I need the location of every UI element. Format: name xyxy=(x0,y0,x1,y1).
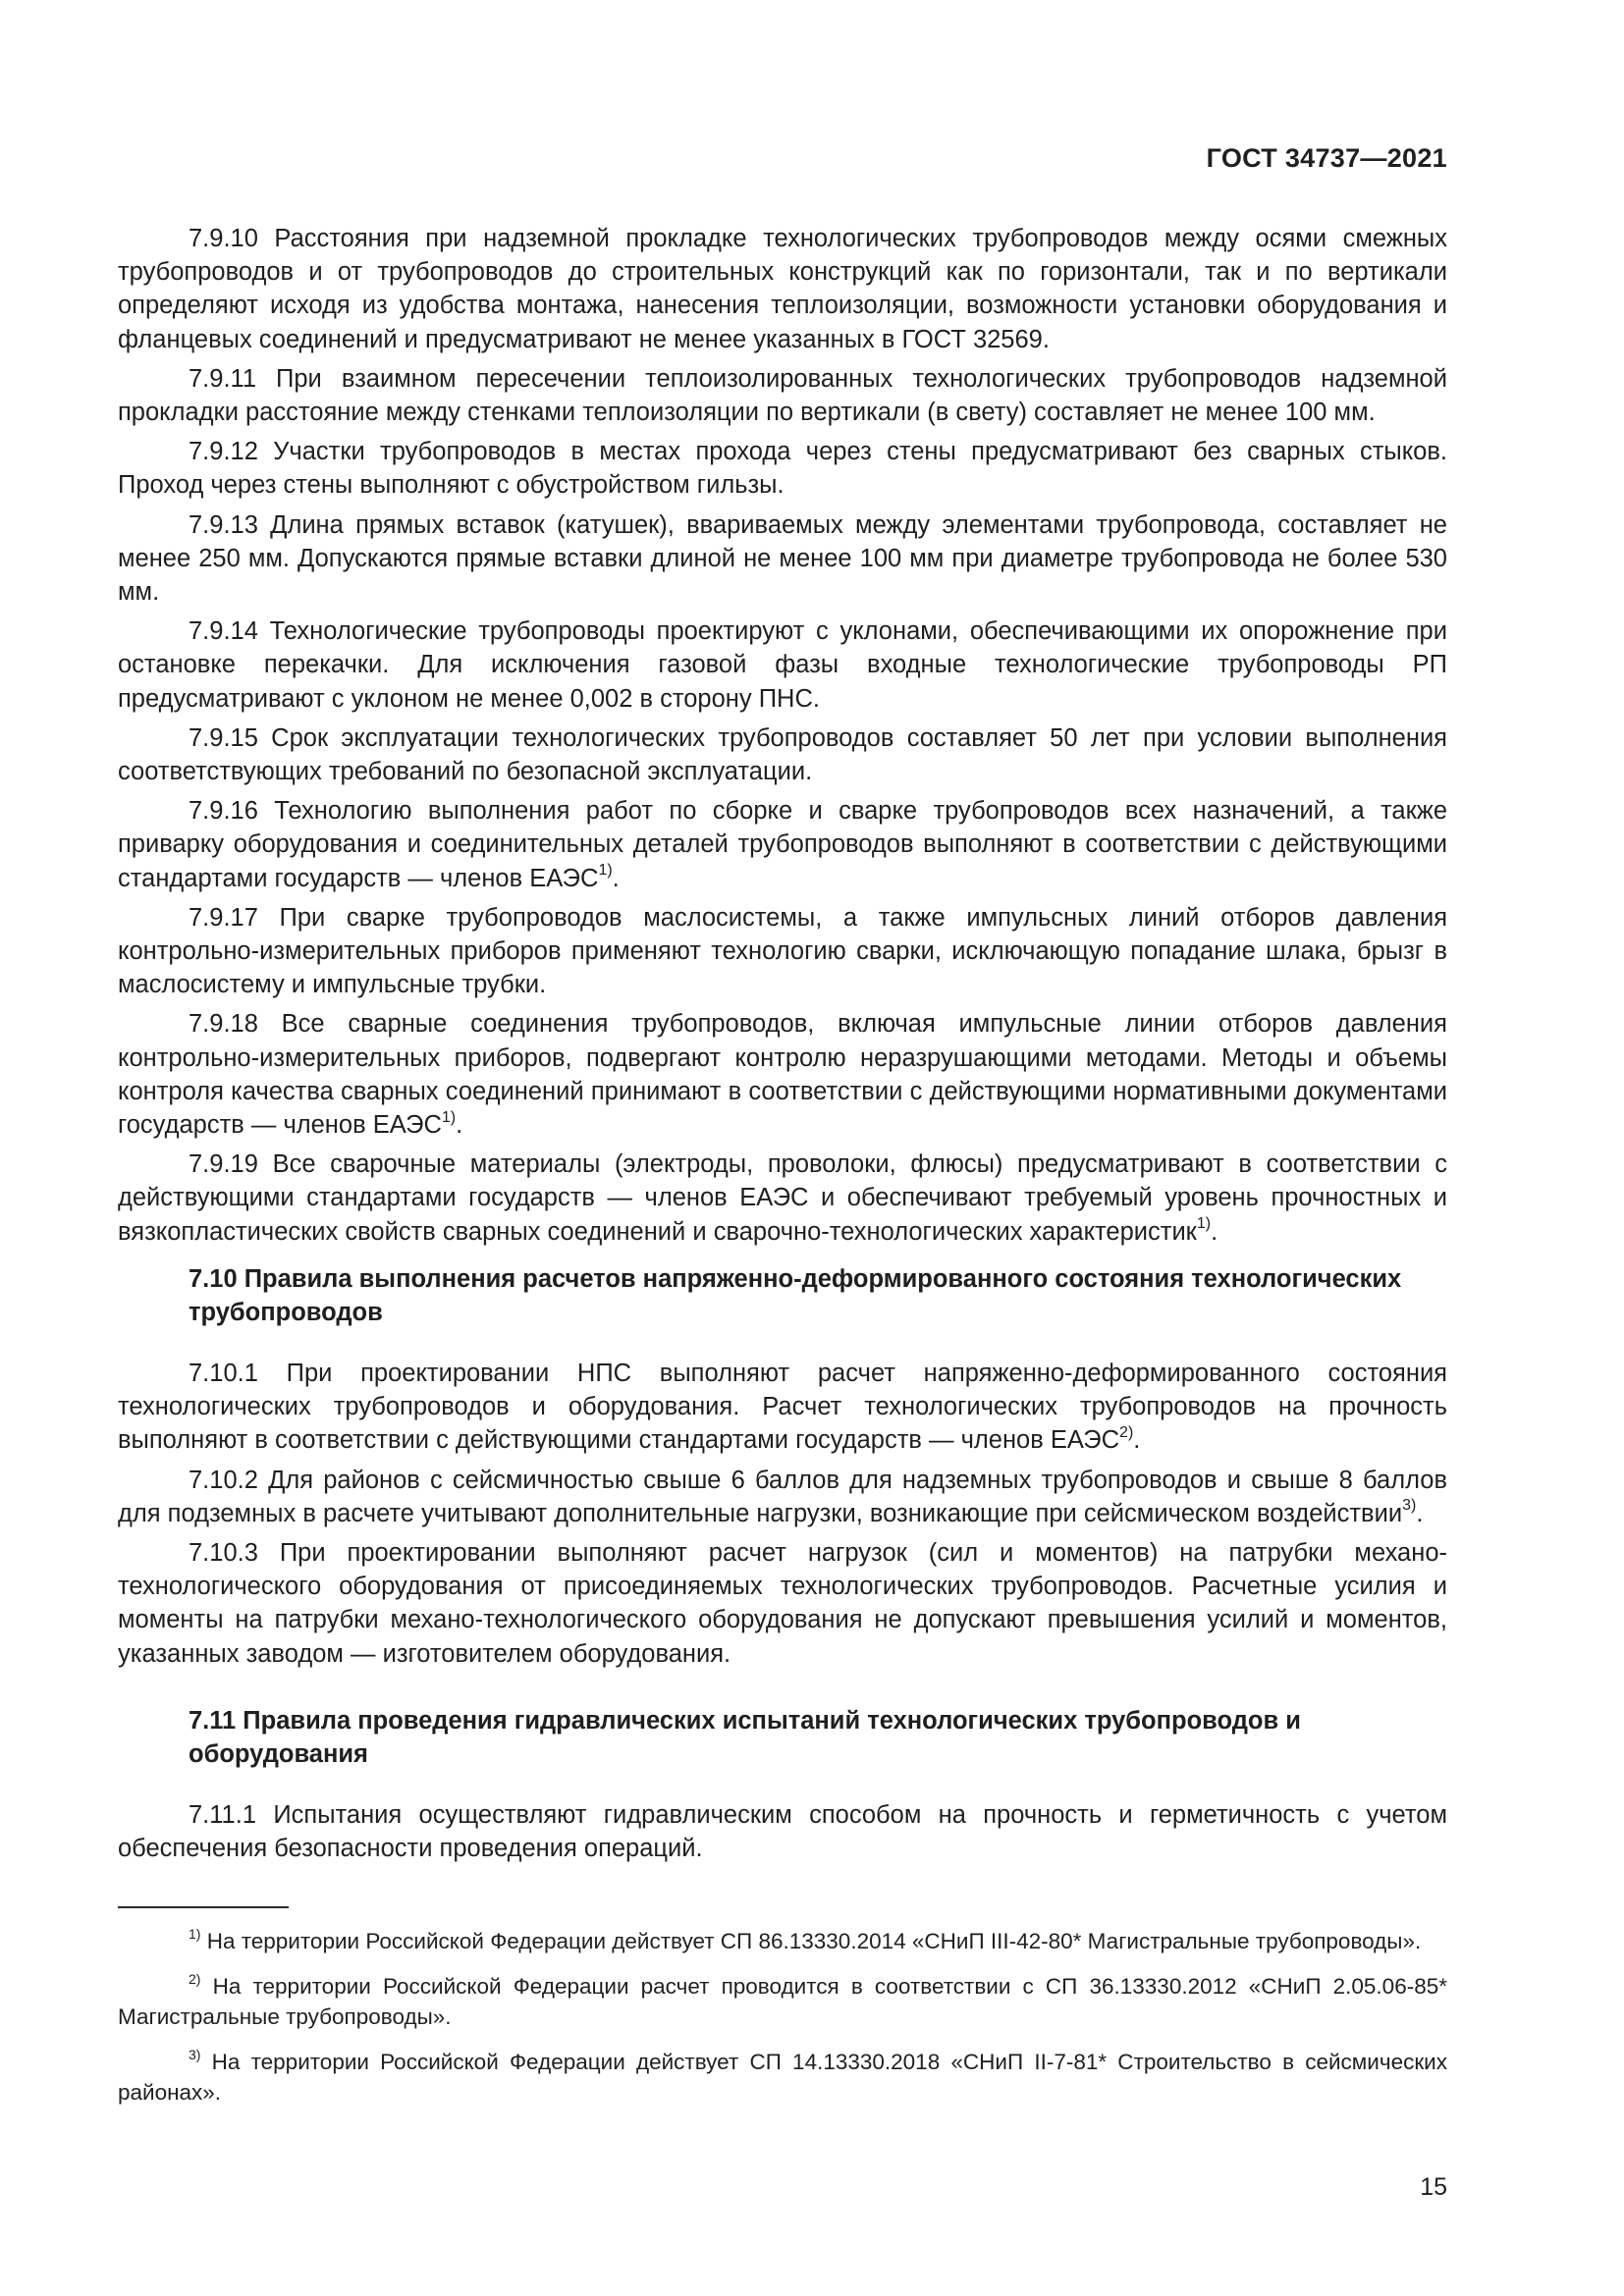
paragraph-7-10-1 xyxy=(118,1357,1447,1458)
document-body xyxy=(118,222,1447,2122)
paragraph-7-9-15: 7.9.15 Срок эксплуатации технологических трубопроводов составляет 50 лет при условии выполнения соответствующих требований по безопасной эксплуатации. xyxy=(118,723,1447,786)
footnote-divider xyxy=(118,1906,289,1908)
paragraph-7-9-17: 7.9.17 При сварке трубопроводов маслосистемы, а также импульсных линий отборов давления контрольно-измерительных приборов применяют технологию сварки, исключающую попадание шлака, брызг в маслосистему и импульсные трубки. xyxy=(118,903,1447,999)
paragraph-7-9-19 xyxy=(118,1148,1447,1249)
paragraph-7-9-18 xyxy=(118,1007,1447,1142)
paragraph-end: . xyxy=(1211,1217,1218,1246)
paragraph-7-9-14: 7.9.14 Технологические трубопроводы проектируют с уклонами, обеспечивающими их опорожнение при остановке перекачки. Для исключения газовой фазы входные технологические трубопроводы РП предусматривают с уклоном не менее 0,002 в сторону ПНС. xyxy=(118,617,1447,713)
footnote-3 xyxy=(118,2047,1447,2108)
paragraph-7-9-10: 7.9.10 Расстояния при надземной прокладке технологических трубопроводов между осями смежных трубопроводов и от трубопроводов до строительных конструкций как по горизонтали, так и по вертикали определяют исходя из удобства монтажа, нанесения теплоизоляции, возможности установки оборудования и фланцевых соединений и предусматривают не менее указанных в ГОСТ 32569. xyxy=(118,225,1447,353)
footnote-2 xyxy=(118,1971,1447,2032)
paragraph-end: . xyxy=(1133,1426,1141,1455)
footnote-text: На территории Российской Федерации действует СП 14.13330.2018 «СНиП II-7-81* Строительство в сейсмических районах». xyxy=(118,2050,1447,2106)
paragraph-7-11-1: 7.11.1 Испытания осуществляют гидравлическим способом на прочность и герметичность с учетом обеспечения безопасности проведения операций. xyxy=(118,1800,1447,1862)
page-number: 15 xyxy=(1420,2173,1447,2201)
paragraph-end: . xyxy=(612,864,620,892)
paragraph-7-9-16 xyxy=(118,794,1447,895)
paragraph-text: 7.10.2 Для районов с сейсмичностью свыше 6 баллов для надземных трубопроводов и свыше 8 баллов для подземных в расчете учитывают дополнительные нагрузки, возникающие при сейсмическом воздействии xyxy=(118,1466,1447,1527)
paragraph-7-10-3: 7.10.3 При проектировании выполняют расчет нагрузок (сил и моментов) на патрубки механо-технологического оборудования от присоединяемых технологических трубопроводов. Расчетные усилия и моменты на патрубки механо-технологического оборудования не допускают превышения усилий и моментов, указанных заводом — изготовителем оборудования. xyxy=(118,1538,1447,1668)
paragraph-text: 7.9.18 Все сварные соединения трубопроводов, включая импульсные линии отборов давления контрольно-измерительных приборов, подвергают контролю неразрушающими методами. Методы и объемы контроля качества сварных соединений принимают в соответствии с действующими нормативными документами государств — членов ЕАЭС xyxy=(118,1010,1447,1140)
footnote-reference: 1) xyxy=(1196,1215,1212,1233)
paragraph-7-9-11: 7.9.11 При взаимном пересечении теплоизолированных технологических трубопроводов надземной прокладки расстояние между стенками теплоизоляции по вертикали (в свету) составляет не менее 100 мм. xyxy=(118,364,1447,427)
footnote-mark: 2) xyxy=(189,1970,201,1987)
paragraph-7-9-12: 7.9.12 Участки трубопроводов в местах прохода через стены предусматривают без сварных стыков. Проход через стены выполняют с обустройством гильзы. xyxy=(118,438,1447,500)
section-heading-7-10: 7.10 Правила выполнения расчетов напряженно-деформированного состояния технологических трубопроводов xyxy=(189,1264,1402,1326)
footnote-mark: 1) xyxy=(189,1925,201,1942)
footnote-reference: 3) xyxy=(1402,1497,1417,1515)
paragraph-7-9-13: 7.9.13 Длина прямых вставок (катушек), ввариваемых между элементами трубопровода, составляет не менее 250 мм. Допускаются прямые вставки длиной не менее 100 мм при диаметре трубопровода не более 530 мм. xyxy=(118,510,1447,607)
footnote-reference: 1) xyxy=(598,862,613,880)
paragraph-end: . xyxy=(456,1111,463,1140)
footnote-text: На территории Российской Федерации действует СП 86.13330.2014 «СНиП III-42-80* Магистральные трубопроводы». xyxy=(200,1929,1422,1954)
paragraph-7-10-2 xyxy=(118,1464,1447,1530)
paragraph-text: 7.9.16 Технологию выполнения работ по сборке и сварке трубопроводов всех назначений, а также приварку оборудования и соединительных деталей трубопроводов выполняют в соответствии с действующими стандартами государств — членов ЕАЭС xyxy=(118,797,1447,892)
paragraph-text: 7.10.1 При проектировании НПС выполняют расчет напряженно-деформированного состояния технологических трубопроводов и оборудования. Расчет технологических трубопроводов на прочность выполняют в соответствии с действующими стандартами государств — членов ЕАЭС xyxy=(118,1359,1447,1455)
document-code: ГОСТ 34737—2021 xyxy=(1206,143,1447,173)
footnote-text: На территории Российской Федерации расчет проводится в соответствии с СП 36.13330.2012 «СНиП 2.05.06-85* Магистральные трубопроводы». xyxy=(118,1974,1447,2030)
footnote-mark: 3) xyxy=(189,2046,201,2062)
paragraph-end: . xyxy=(1416,1499,1424,1527)
footnote-reference: 2) xyxy=(1119,1423,1134,1441)
section-heading-7-11: 7.11 Правила проведения гидравлических испытаний технологических трубопроводов и оборудования xyxy=(189,1706,1301,1768)
footnote-1 xyxy=(118,1926,1447,1956)
footnote-reference: 1) xyxy=(441,1108,457,1126)
paragraph-text: 7.9.19 Все сварочные материалы (электроды, проволоки, флюсы) предусматривают в соответствии с действующими стандартами государств — членов ЕАЭС и обеспечивают требуемый уровень прочностных и вязкопластических свойств сварных соединений и сварочно-технологических характеристик xyxy=(118,1150,1447,1246)
